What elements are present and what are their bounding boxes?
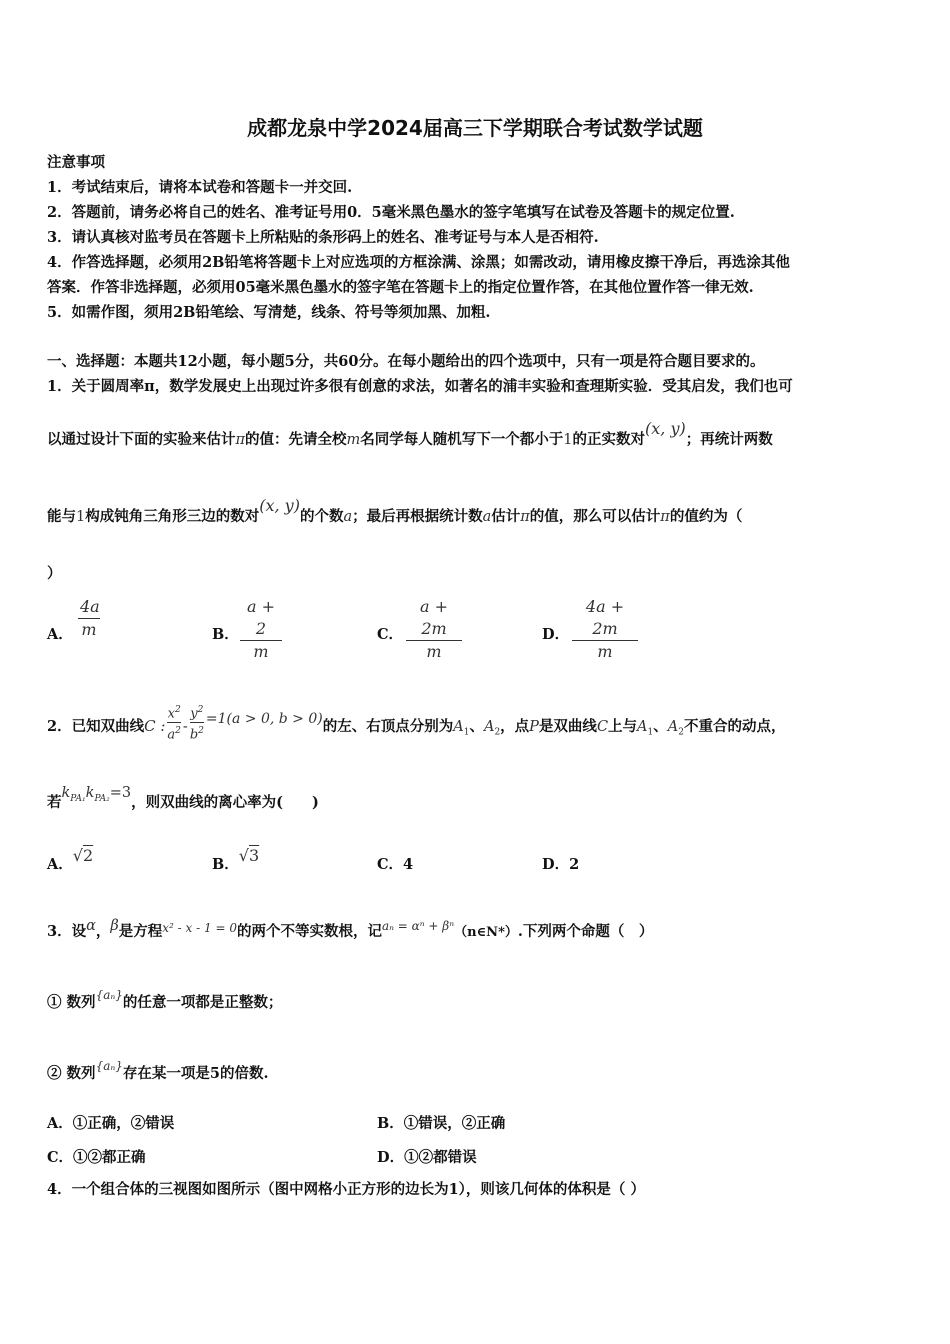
q3-option-c: C．①②都正确 [47,1149,146,1166]
q1-option-a-fraction: $\frac{4a}{m}$ [80,597,100,639]
notice-item: 2．答题前，请务必将自己的姓名、准考证号用0．5毫米黑色墨水的签字笔填写在试卷及答题卡的规定位置. [47,204,735,221]
q1-option-c-fraction: $\frac{a + 2m}{m}$ [406,596,462,663]
q1-line1: 1．关于圆周率π，数学发展史上出现过许多很有创意的求法，如著名的浦丰实验和查理斯实验．受其启发，我们也可 [47,378,793,395]
q2-line2: 若$k_{PA_1}k_{PA_2}=3$，则双曲线的离心率为( ) [47,785,319,811]
page-title: 成都龙泉中学2024届高三下学期联合考试数学试题 [247,116,703,140]
q1-line4: ） [47,565,62,582]
q3-option-a: A．①正确，②错误 [47,1115,175,1132]
q4-line: 4．一个组合体的三视图如图所示（图中网格小正方形的边长为1），则该几何体的体积是（ ） [47,1181,645,1198]
q1-option-a-label: A． [47,626,73,643]
q2-x-fraction: $\frac{x^2}{a^2}$ [167,702,181,744]
q2-option-c: C．4 [377,856,414,873]
q3-line1: 3．设α，β是方程$^{x^2 - x - 1 = 0}$的两个不等实数根，记$^{a_n = \alpha^n + \beta^n}$（n∈N*）.下列两个命题（ ） [47,918,654,940]
q1-line3: 能与1构成钝角三角形三边的数对(x, y)的个数a；最后再根据统计数a估计π的值，那么可以估计π的值约为（ [47,496,743,525]
q1-option-d-fraction: $\frac{4a + 2m}{m}$ [572,596,638,663]
q1-line2: 以通过设计下面的实验来估计π的值：先请全校m名同学每人随机写下一个都小于1的正实数对(x, y)；再统计两数 [47,419,773,448]
q3-proposition-1: ① 数列$^{\{a_n\}}$的任意一项都是正整数； [47,988,283,1011]
q2-option-d: D．2 [542,856,580,873]
notice-item: 3．请认真核对监考员在答题卡上所粘贴的条形码上的姓名、准考证号与本人是否相符. [47,229,599,246]
notice-heading: 注意事项 [47,154,105,171]
q3-proposition-2: ② 数列$^{\{a_n\}}$存在某一项是5的倍数. [47,1059,269,1082]
q1-option-d-label: D． [542,626,570,643]
q2-option-a: A．√2 [47,846,94,873]
q1-option-b-fraction: $\frac{a + 2}{m}$ [240,596,282,663]
q1-option-c-label: C． [377,626,404,643]
q3-option-d: D．①②都错误 [377,1149,477,1166]
notice-item: 1．考试结束后，请将本试卷和答题卡一并交回. [47,179,353,196]
notice-item: 答案．作答非选择题，必须用05毫米黑色墨水的签字笔在答题卡上的指定位置作答，在其他位置作答一律无效. [47,279,754,296]
notice-item: 4．作答选择题，必须用2B铅笔将答题卡上对应选项的方框涂满、涂黑；如需改动，请用橡皮擦干净后，再选涂其他 [47,254,790,271]
q2-option-b: B．√3 [212,846,260,873]
q2-y-fraction: $\frac{y^2}{b^2}$ [190,702,204,744]
q3-option-b: B．①错误，②正确 [377,1115,506,1132]
q2-line1: 2．已知双曲线C : $\frac{x^2}{a^2}$ - $\frac{y^2}{b^2}$ =1(a > 0, b > 0)的左、右顶点分别为$A_1$、$A_2$，点P是双曲线C上与$A_1$、$A_2$不重合的动点， [47,706,785,748]
notice-item: 5．如需作图，须用2B铅笔绘、写清楚，线条、符号等须加黑、加粗. [47,304,491,321]
q1-option-b-label: B． [212,626,239,643]
section-heading: 一、选择题：本题共12小题，每小题5分，共60分。在每小题给出的四个选项中，只有一项是符合题目要求的。 [47,353,765,370]
